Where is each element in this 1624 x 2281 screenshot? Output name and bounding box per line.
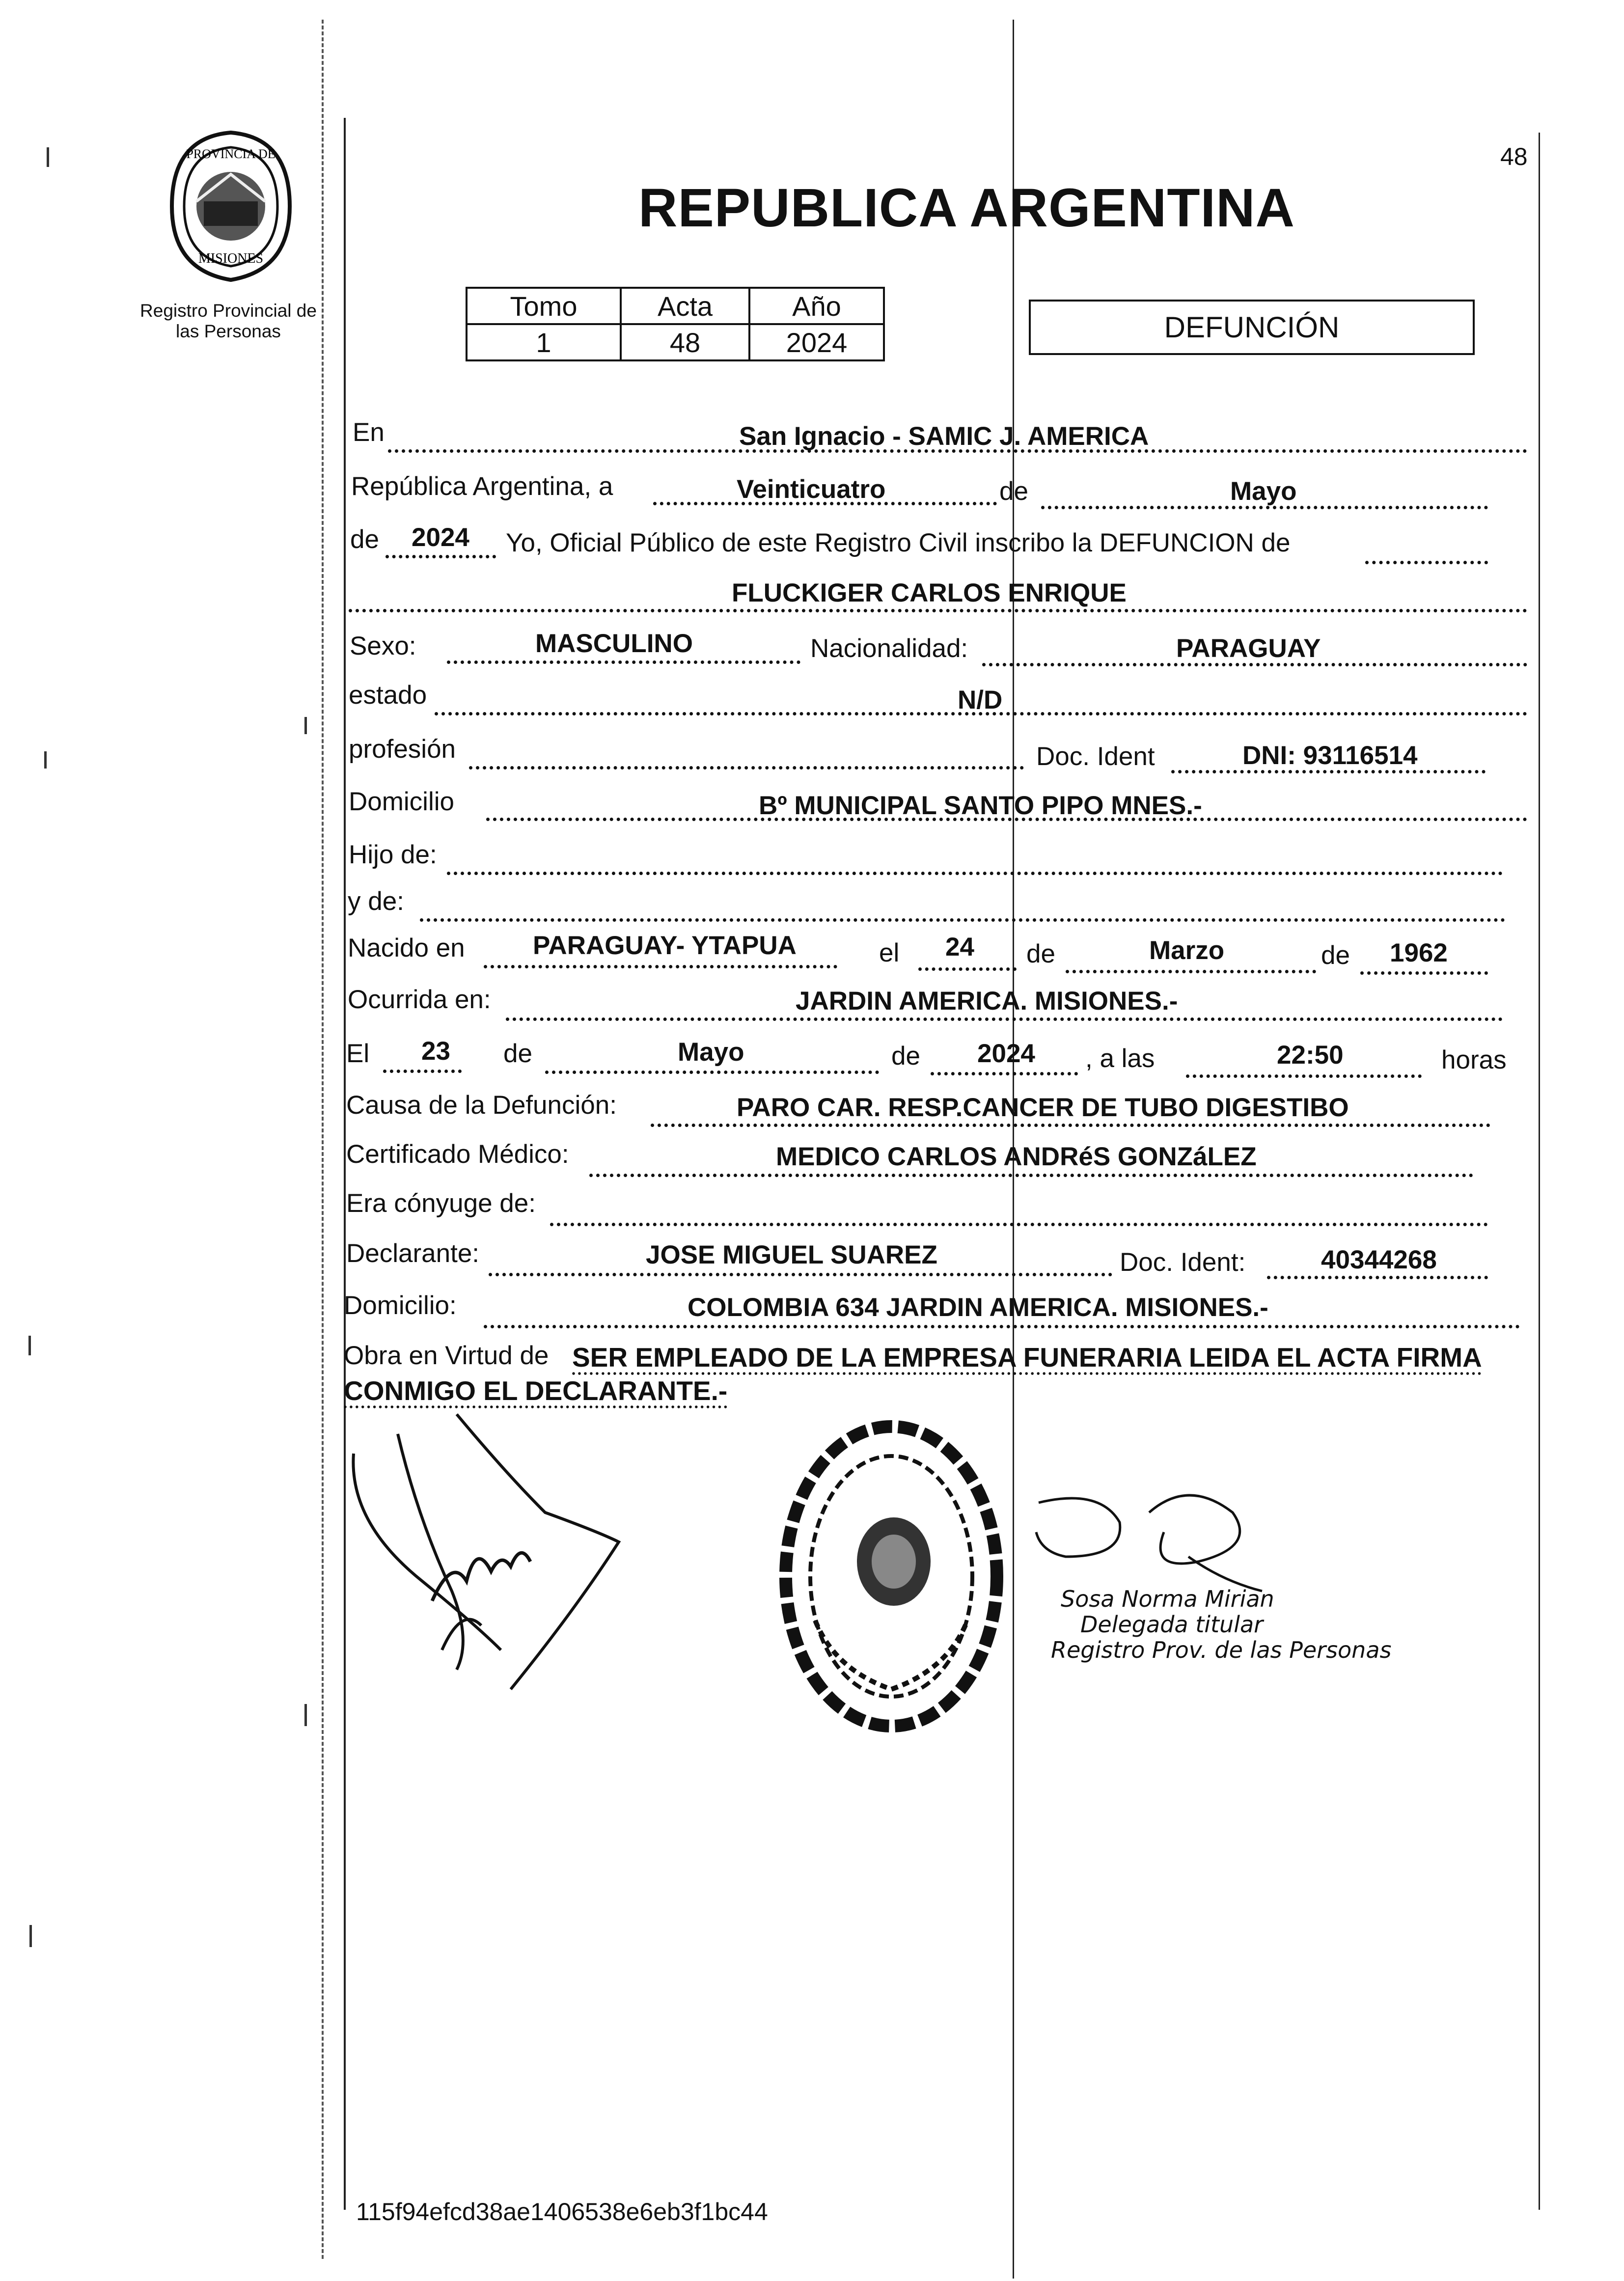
el-label: el bbox=[879, 938, 900, 967]
decl-dom-value: COLOMBIA 634 JARDIN AMERICA. MISIONES.- bbox=[688, 1293, 1268, 1322]
death-month: Mayo bbox=[678, 1038, 744, 1067]
de-label-1: de bbox=[999, 477, 1028, 506]
causa-label: Causa de la Defunción: bbox=[346, 1091, 617, 1120]
horas-label: horas bbox=[1441, 1045, 1507, 1074]
republica-label: República Argentina, a bbox=[351, 472, 613, 501]
obra-value-1: SER EMPLEADO DE LA EMPRESA FUNERARIA LEIDA EL ACTA FIRMA bbox=[572, 1342, 1482, 1373]
profesion-label: profesión bbox=[349, 735, 456, 764]
birth-year: 1962 bbox=[1390, 938, 1448, 967]
birth-day: 24 bbox=[945, 933, 974, 962]
svg-text:MISIONES: MISIONES bbox=[198, 251, 264, 266]
declarante-label: Declarante: bbox=[346, 1239, 480, 1268]
oficial-text: Yo, Oficial Público de este Registro Civil inscribo la DEFUNCION de bbox=[506, 528, 1291, 557]
nacionalidad-label: Nacionalidad: bbox=[810, 634, 968, 663]
acta-header: Acta bbox=[621, 288, 749, 324]
causa-value: PARO CAR. RESP.CANCER DE TUBO DIGESTIBO bbox=[737, 1093, 1349, 1122]
de-label-2: de bbox=[350, 525, 379, 554]
cert-label: Certificado Médico: bbox=[346, 1140, 569, 1169]
month: Mayo bbox=[1230, 477, 1297, 506]
hijo-label: Hijo de: bbox=[349, 840, 437, 869]
obra-label: Obra en Virtud de bbox=[344, 1341, 549, 1370]
document-title: REPUBLICA ARGENTINA bbox=[638, 178, 1295, 238]
record-type-box: DEFUNCIÓN bbox=[1029, 300, 1475, 355]
tomo-header: Tomo bbox=[467, 288, 621, 324]
year: 2024 bbox=[412, 523, 469, 552]
official-stamp bbox=[776, 1414, 1007, 1738]
deceased-name: FLUCKIGER CARLOS ENRIQUE bbox=[732, 578, 1127, 607]
alas-label: , a las bbox=[1085, 1044, 1155, 1073]
nacido-value: PARAGUAY- YTAPUA bbox=[533, 931, 797, 960]
registrar-name: Sosa Norma Mirian bbox=[1061, 1586, 1274, 1612]
estado-label: estado bbox=[349, 681, 427, 710]
de-label-4: de bbox=[1321, 941, 1350, 970]
page-number: 48 bbox=[1500, 143, 1528, 170]
province-seal bbox=[157, 128, 304, 285]
registrar-caption bbox=[1051, 1586, 1392, 1663]
registrar-office: Registro Prov. de las Personas bbox=[1051, 1637, 1392, 1663]
obra-value-2: CONMIGO EL DECLARANTE.- bbox=[344, 1375, 728, 1406]
conyuge-label: Era cónyuge de: bbox=[346, 1189, 536, 1218]
domicilio-value: Bº MUNICIPAL SANTO PIPO MNES.- bbox=[759, 791, 1202, 820]
anio-value: 2024 bbox=[749, 324, 884, 360]
sexo-label: Sexo: bbox=[350, 632, 416, 660]
doc-ident-value: DNI: 93116514 bbox=[1242, 741, 1418, 770]
de-label-6: de bbox=[891, 1042, 920, 1071]
en-value: San Ignacio - SAMIC J. AMERICA bbox=[739, 422, 1149, 451]
ocurrida-label: Ocurrida en: bbox=[348, 985, 491, 1014]
ocurrida-value: JARDIN AMERICA. MISIONES.- bbox=[796, 987, 1178, 1016]
yde-label: y de: bbox=[348, 887, 404, 916]
declarant-signature bbox=[344, 1395, 638, 1709]
estado-value: N/D bbox=[958, 686, 1003, 715]
death-time: 22:50 bbox=[1277, 1041, 1344, 1070]
death-year: 2024 bbox=[977, 1039, 1035, 1068]
anio-header: Año bbox=[749, 288, 884, 324]
decl-dom-label: Domicilio: bbox=[344, 1291, 457, 1320]
death-day: 23 bbox=[421, 1037, 450, 1066]
nacionalidad-value: PARAGUAY bbox=[1176, 634, 1321, 663]
decl-doc-value: 40344268 bbox=[1321, 1245, 1437, 1274]
declarante-value: JOSE MIGUEL SUAREZ bbox=[646, 1240, 937, 1269]
acta-value: 48 bbox=[621, 324, 749, 360]
registry-org-name: Registro Provincial de las Personas bbox=[140, 301, 317, 341]
en-label: En bbox=[353, 418, 385, 447]
tomo-value: 1 bbox=[467, 324, 621, 360]
el2-label: El bbox=[346, 1039, 370, 1068]
day-words: Veinticuatro bbox=[737, 475, 886, 504]
registrar-title: Delegada titular bbox=[1080, 1611, 1264, 1638]
sexo-value: MASCULINO bbox=[535, 629, 693, 658]
doc-ident-label: Doc. Ident bbox=[1036, 742, 1155, 771]
cert-value: MEDICO CARLOS ANDRéS GONZáLEZ bbox=[776, 1142, 1257, 1171]
birth-month: Marzo bbox=[1149, 936, 1225, 965]
document-hash: 115f94efcd38ae1406538e6eb3f1bc44 bbox=[356, 2198, 768, 2226]
svg-text:PROVINCIA DE: PROVINCIA DE bbox=[186, 147, 275, 161]
nacido-label: Nacido en bbox=[348, 934, 465, 962]
de-label-3: de bbox=[1026, 939, 1055, 968]
registry-table bbox=[466, 287, 885, 361]
domicilio-label: Domicilio bbox=[349, 787, 454, 816]
decl-doc-label: Doc. Ident: bbox=[1120, 1248, 1246, 1277]
de-label-5: de bbox=[503, 1039, 532, 1068]
